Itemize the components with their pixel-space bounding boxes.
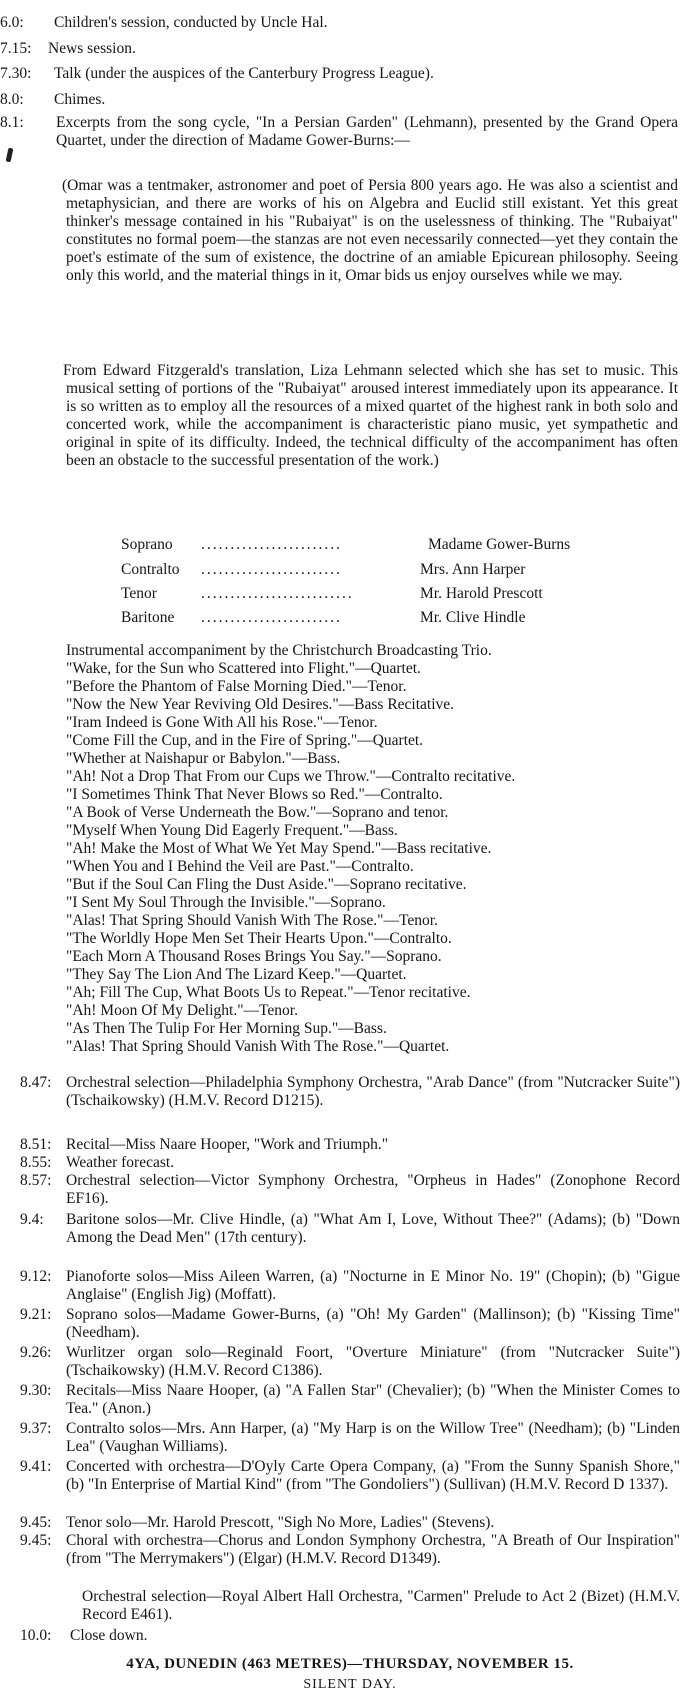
entry-time: 7.15:: [0, 40, 32, 57]
cast-row: [0, 609, 690, 627]
song-item: "Ah! Make the Most of What We Yet May Spend."—Bass recitative.: [66, 840, 492, 857]
programme-entry: [0, 65, 690, 83]
entry-text: Recitals—Miss Naare Hooper, (a) "A Fallen Star" (Chevalier); (b) "When the Minister Comes to Tea." (Anon.): [66, 1382, 680, 1417]
programme-entry: [0, 91, 690, 109]
entry-time: 9.30:: [20, 1382, 52, 1399]
leader-dots: ........................: [201, 536, 342, 553]
programme-entry: [0, 14, 690, 32]
entry-time: 6.0:: [0, 14, 24, 31]
song-item: "Ah! Moon Of My Delight."—Tenor.: [66, 1002, 298, 1019]
entry-time: 9.41:: [20, 1458, 52, 1475]
entry-text: News session.: [48, 40, 136, 57]
entry-text: Contralto solos—Mrs. Ann Harper, (a) "My Harp is on the Willow Tree" (Needham); (b) "Linden Lea" (Vaughan Williams).: [66, 1420, 680, 1455]
entry-text: Baritone solos—Mr. Clive Hindle, (a) "What Am I, Love, Without Thee?" (Adams); (b) "Down Among the Dead Men" (17th century).: [66, 1211, 680, 1246]
cast-role: Baritone: [121, 609, 175, 626]
programme-entry: [0, 1172, 690, 1208]
song-item: "Iram Indeed is Gone With All his Rose."—Tenor.: [66, 714, 378, 731]
cast-row: [0, 536, 690, 554]
programme-entry: [0, 1268, 690, 1304]
programme-entry: [0, 1154, 690, 1172]
song-item: "The Worldly Hope Men Set Their Hearts Upon."—Contralto.: [66, 930, 452, 947]
entry-text: Orchestral selection—Victor Symphony Orchestra, "Orpheus in Hades" (Zonophone Record EF16).: [66, 1172, 680, 1207]
entry-time: 9.45:: [20, 1514, 52, 1531]
entry-text: Weather forecast.: [66, 1154, 175, 1171]
cast-name: Mr. Clive Hindle: [420, 609, 526, 626]
entry-text: Chimes.: [54, 91, 106, 108]
entry-text: Excerpts from the song cycle, "In a Persian Garden" (Lehmann), presented by the Grand Opera Quartet, under the direction of Madame Gower-Burns:—: [56, 114, 678, 149]
programme-entry: [0, 1532, 690, 1586]
entry-time: 8.0:: [0, 91, 24, 108]
programme-entry: [0, 114, 690, 170]
cast-name: Mr. Harold Prescott: [420, 585, 543, 602]
song-item: "Myself When Young Did Eagerly Frequent."—Bass.: [66, 822, 398, 839]
programme-entry: [0, 1588, 690, 1624]
song-item: "Alas! That Spring Should Vanish With The Rose."—Quartet.: [66, 1038, 450, 1055]
entry-time: 9.4:: [20, 1211, 44, 1228]
entry-time: 10.0:: [20, 1627, 52, 1644]
entry-text: Choral with orchestra—Chorus and London Symphony Orchestra, "A Breath of Our Inspiration" (from "The Merrymakers") (Elgar) (H.M.V. Record D1349).: [66, 1532, 680, 1567]
entry-time: 8.1:: [0, 114, 24, 131]
entry-text: Concerted with orchestra—D'Oyly Carte Opera Company, (a) "From the Sunny Spanish Shore," (b) "In Enterprise of Martial Kind" (from "The Gondoliers") (Sullivan) (H.M.V. Record D 1337).: [66, 1458, 680, 1493]
song-item: "Whether at Naishapur or Babylon."—Bass.: [66, 750, 341, 767]
silent-day: SILENT DAY.: [303, 1677, 397, 1692]
programme-entry: [0, 1420, 690, 1456]
song-item: "They Say The Lion And The Lizard Keep."—Quartet.: [66, 966, 407, 983]
entry-time: 9.26:: [20, 1344, 52, 1361]
song-item: "I Sometimes Think That Never Blows so Red."—Contralto.: [66, 786, 443, 803]
song-item: "Each Morn A Thousand Roses Brings You Say."—Soprano.: [66, 948, 442, 965]
programme-entry: [0, 1344, 690, 1380]
song-item: "But if the Soul Can Fling the Dust Aside."—Soprano recitative.: [66, 876, 467, 893]
programme-entry: [0, 1627, 690, 1645]
cast-role: Contralto: [121, 561, 180, 578]
cast-row: [0, 561, 690, 579]
programme-entry: [0, 1514, 690, 1532]
note-paragraph: (Omar was a tentmaker, astronomer and poet of Persia 800 years ago. He was also a scientist and metaphysician, and there are works of his on Algebra and Euclid still existant. Yet this great thinker's message contained in his "Rubaiyat" is on the uselessness of thinking. The "Rubaiyat" constitutes no formal poem—the stanzas are not even necessarily connected—yet they contain the poet's estimate of the sum of existence, the doctrine of an amiable Epicurean philosophy. Seeing only this world, and the material things in it, Omar bids us enjoy ourselves while we may.: [62, 177, 678, 284]
entry-text: Children's session, conducted by Uncle Hal.: [54, 14, 328, 31]
entry-time: 7.30:: [0, 65, 32, 82]
song-item: "Alas! That Spring Should Vanish With The Rose."—Tenor.: [66, 912, 438, 929]
song-item: "As Then The Tulip For Her Morning Sup."—Bass.: [66, 1020, 387, 1037]
entry-time: 9.21:: [20, 1306, 52, 1323]
cast-row: [0, 585, 690, 603]
entry-text: Recital—Miss Naare Hooper, "Work and Triumph.": [66, 1136, 389, 1153]
entry-text: Orchestral selection—Philadelphia Symphony Orchestra, "Arab Dance" (from "Nutcracker Suite") (Tschaikowsky) (H.M.V. Record D1215).: [66, 1074, 680, 1109]
entry-text: Wurlitzer organ solo—Reginald Foort, "Overture Miniature" (from "Nutcracker Suite") (Tschaikowsky) (H.M.V. Record C1386).: [66, 1344, 680, 1379]
cast-role: Soprano: [121, 536, 173, 553]
programme-entry: [0, 1211, 690, 1265]
entry-time: 8.47:: [20, 1074, 52, 1091]
cast-role: Tenor: [121, 585, 157, 602]
accompaniment-note: Instrumental accompaniment by the Christchurch Broadcasting Trio.: [66, 642, 492, 659]
programme-entry: [0, 1458, 690, 1512]
programme-entry: [0, 40, 690, 58]
entry-text: Close down.: [70, 1627, 148, 1644]
entry-text: Soprano solos—Madame Gower-Burns, (a) "Oh! My Garden" (Mallinson); (b) "Kissing Time" (Needham).: [66, 1306, 680, 1341]
entry-text: Talk (under the auspices of the Canterbury Progress League).: [54, 65, 434, 82]
programme-entry: [0, 1306, 690, 1342]
station-heading: 4YA, DUNEDIN (463 METRES)—THURSDAY, NOVEMBER 15.: [126, 1656, 574, 1672]
entry-time: 8.51:: [20, 1136, 52, 1153]
song-item: "I Sent My Soul Through the Invisible."—Soprano.: [66, 894, 386, 911]
song-item: "A Book of Verse Underneath the Bow."—Soprano and tenor.: [66, 804, 449, 821]
cast-name: Mrs. Ann Harper: [420, 561, 526, 578]
leader-dots: ........................: [201, 609, 342, 626]
entry-time: 9.37:: [20, 1420, 52, 1437]
note-paragraph: From Edward Fitzgerald's translation, Liza Lehmann selected which she has set to music. This musical setting of portions of the "Rubaiyat" aroused interest immediately upon its appearance. It is so written as to employ all the resources of a mixed quartet of the highest rank in both solo and concerted work, while the accompaniment is characteristic piano music, yet sympathetic and original in spite of its difficulty. Indeed, the technical difficulty of the accompaniment has often been an obstacle to the successful presentation of the work.): [63, 362, 678, 469]
song-item: "When You and I Behind the Veil are Past."—Contralto.: [66, 858, 414, 875]
song-item: "Ah; Fill The Cup, What Boots Us to Repeat."—Tenor recitative.: [66, 984, 471, 1001]
entry-time: 9.45:: [20, 1532, 52, 1549]
song-item: "Before the Phantom of False Morning Died."—Tenor.: [66, 678, 407, 695]
entry-time: 8.57:: [20, 1172, 52, 1189]
programme-entry: [0, 1074, 690, 1128]
song-item: "Wake, for the Sun who Scattered into Flight."—Quartet.: [66, 660, 421, 677]
leader-dots: ........................: [201, 561, 342, 578]
entry-text: Tenor solo—Mr. Harold Prescott, "Sigh No More, Ladies" (Stevens).: [66, 1514, 495, 1531]
entry-time: 9.12:: [20, 1268, 52, 1285]
song-item: "Now the New Year Reviving Old Desires."—Bass Recitative.: [66, 696, 455, 713]
entry-text: Pianoforte solos—Miss Aileen Warren, (a) "Nocturne in E Minor No. 19" (Chopin); (b) "Gigue Anglaise" (English Jig) (Moffatt).: [66, 1268, 680, 1303]
programme-entry: [0, 1382, 690, 1418]
entry-text: Orchestral selection—Royal Albert Hall Orchestra, "Carmen" Prelude to Act 2 (Bizet) (H.M.V. Record E461).: [82, 1588, 680, 1623]
programme-entry: [0, 1136, 690, 1154]
song-item: "Come Fill the Cup, and in the Fire of Spring."—Quartet.: [66, 732, 424, 749]
song-item: "Ah! Not a Drop That From our Cups we Throw."—Contralto recitative.: [66, 768, 516, 785]
leader-dots: ..........................: [201, 585, 354, 602]
entry-time: 8.55:: [20, 1154, 52, 1171]
cast-name: Madame Gower-Burns: [428, 536, 571, 553]
